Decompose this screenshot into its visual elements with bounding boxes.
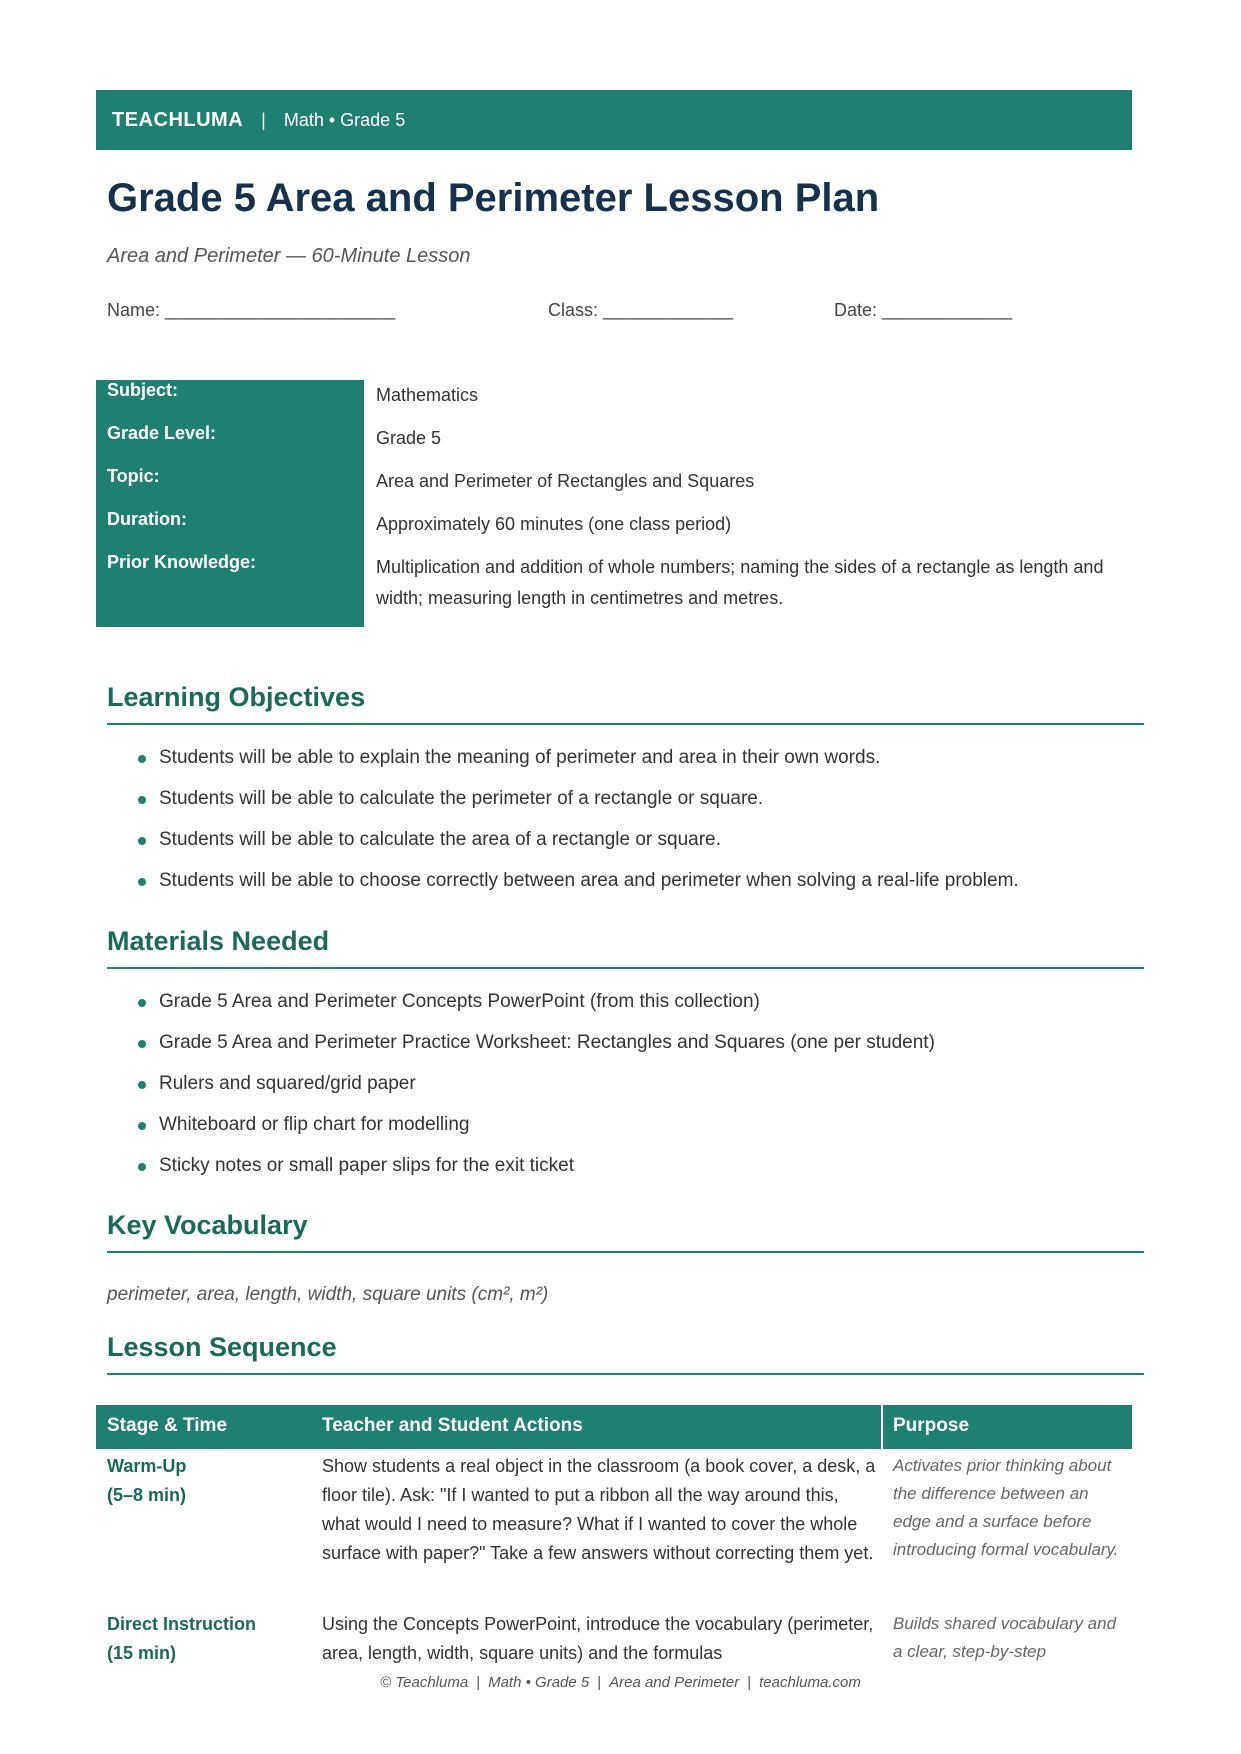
list-item: Students will be able to calculate the perimeter of a rectangle or square. bbox=[138, 785, 1019, 826]
info-value: Mathematics bbox=[376, 385, 479, 405]
section-divider bbox=[107, 723, 1144, 725]
column-header-purpose: Purpose bbox=[893, 1415, 970, 1436]
page-title: Grade 5 Area and Perimeter Lesson Plan bbox=[107, 176, 880, 220]
footer-subject-grade: Math • Grade 5 bbox=[488, 1674, 590, 1691]
info-label: Subject: bbox=[107, 380, 179, 400]
footer-copyright: © Teachluma bbox=[380, 1674, 469, 1691]
objectives-list bbox=[138, 744, 1019, 908]
section-divider bbox=[107, 967, 1144, 969]
list-item: Students will be able to calculate the area of a rectangle or square. bbox=[138, 826, 1019, 867]
materials-list bbox=[138, 988, 935, 1193]
column-header-actions: Teacher and Student Actions bbox=[322, 1415, 583, 1436]
list-item: Grade 5 Area and Perimeter Practice Worksheet: Rectangles and Squares (one per student) bbox=[138, 1029, 935, 1070]
brand-name: TEACHLUMA bbox=[112, 108, 244, 131]
section-divider bbox=[107, 1251, 1144, 1253]
info-label: Grade Level: bbox=[107, 423, 217, 443]
info-label: Topic: bbox=[107, 466, 160, 486]
list-item: Students will be able to choose correctly between area and perimeter when solving a real-life problem. bbox=[138, 867, 1019, 908]
info-label: Duration: bbox=[107, 509, 187, 529]
info-value: Approximately 60 minutes (one class period) bbox=[376, 514, 732, 534]
column-header-stage: Stage & Time bbox=[107, 1415, 228, 1436]
header-separator: | bbox=[261, 109, 266, 130]
brand-header-bar bbox=[96, 90, 1132, 150]
info-label: Prior Knowledge: bbox=[107, 552, 257, 572]
class-field: Class: _____________ bbox=[548, 300, 734, 320]
page-subtitle: Area and Perimeter — 60-Minute Lesson bbox=[107, 245, 471, 267]
footer-separator: | bbox=[476, 1674, 481, 1691]
stage-time: (15 min) bbox=[107, 1643, 177, 1663]
footer-separator: | bbox=[747, 1674, 752, 1691]
sequence-table-header bbox=[96, 1405, 1132, 1449]
actions-cell: Using the Concepts PowerPoint, introduce the vocabulary (perimeter, area, length, width, square units) and the formulas bbox=[322, 1614, 874, 1663]
list-item: Grade 5 Area and Perimeter Concepts PowerPoint (from this collection) bbox=[138, 988, 935, 1029]
purpose-cell: Builds shared vocabulary and a clear, step-by-step bbox=[893, 1614, 1117, 1661]
list-item: Students will be able to explain the meaning of perimeter and area in their own words. bbox=[138, 744, 1019, 785]
section-divider bbox=[107, 1373, 1144, 1375]
vocabulary-heading: Key Vocabulary bbox=[107, 1210, 308, 1240]
stage-cell bbox=[107, 1452, 297, 1510]
vocabulary-text: perimeter, area, length, width, square units (cm², m²) bbox=[107, 1284, 549, 1305]
footer-separator: | bbox=[597, 1674, 602, 1691]
info-label-column bbox=[96, 380, 364, 627]
column-divider bbox=[881, 1405, 883, 1449]
objectives-heading: Learning Objectives bbox=[107, 682, 366, 712]
info-value: Multiplication and addition of whole numbers; naming the sides of a rectangle as length and width; measuring length in centimetres and metres. bbox=[376, 557, 1104, 608]
stage-time: (5–8 min) bbox=[107, 1485, 187, 1505]
page-footer bbox=[0, 1674, 1241, 1691]
date-field: Date: _____________ bbox=[834, 300, 1013, 320]
name-field: Name: _______________________ bbox=[107, 300, 396, 320]
footer-site-link[interactable]: teachluma.com bbox=[759, 1674, 861, 1691]
info-value: Area and Perimeter of Rectangles and Squares bbox=[376, 471, 755, 491]
stage-name: Direct Instruction bbox=[107, 1614, 257, 1634]
footer-topic: Area and Perimeter bbox=[609, 1674, 740, 1691]
sequence-heading: Lesson Sequence bbox=[107, 1332, 337, 1362]
actions-cell: Show students a real object in the classroom (a book cover, a desk, a floor tile). Ask: "If I wanted to put a ribbon all the way around this, what would I need to measure? What if I wanted to cover the whole surface with paper?" Take a few answers without correcting them yet. bbox=[322, 1456, 876, 1563]
info-value: Grade 5 bbox=[376, 428, 442, 448]
stage-name: Warm-Up bbox=[107, 1456, 187, 1476]
stage-cell bbox=[107, 1610, 297, 1668]
header-subject-grade: Math • Grade 5 bbox=[283, 109, 406, 130]
list-item: Rulers and squared/grid paper bbox=[138, 1070, 935, 1111]
list-item: Whiteboard or flip chart for modelling bbox=[138, 1111, 935, 1152]
purpose-cell: Activates prior thinking about the difference between an edge and a surface before introducing formal vocabulary. bbox=[893, 1456, 1119, 1559]
materials-heading: Materials Needed bbox=[107, 926, 330, 956]
list-item: Sticky notes or small paper slips for the exit ticket bbox=[138, 1152, 935, 1193]
